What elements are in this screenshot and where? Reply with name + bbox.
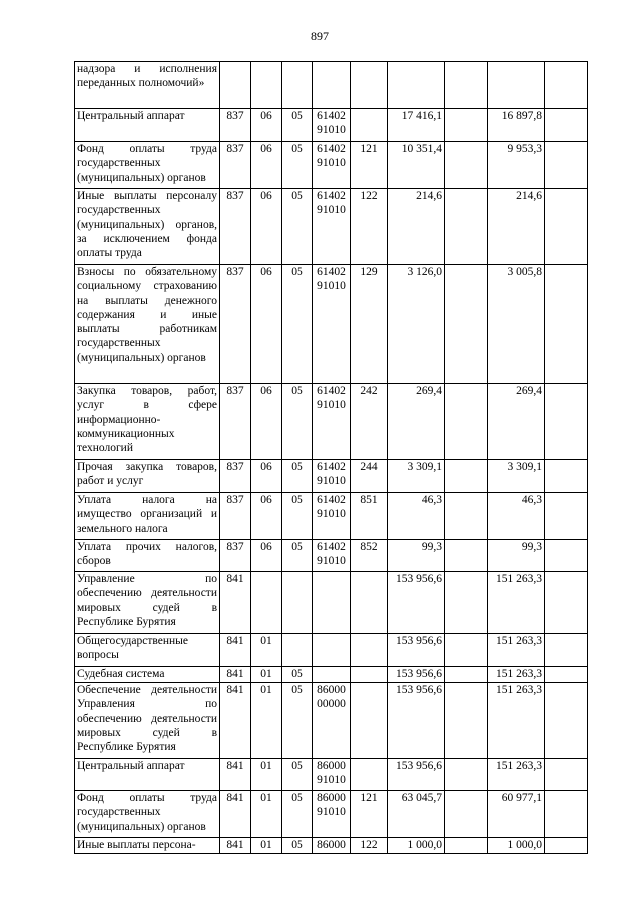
- empty-cell: [545, 460, 588, 493]
- empty-cell: [445, 265, 488, 384]
- row-name-cell: Центральный аппарат: [75, 109, 220, 142]
- expense-type-cell: 122: [351, 189, 388, 265]
- empty-cell: [545, 109, 588, 142]
- amount-year1-cell: 214,6: [388, 189, 445, 265]
- empty-cell: [445, 62, 488, 109]
- section-code-cell: 06: [251, 460, 282, 493]
- empty-cell: [445, 109, 488, 142]
- table-row: [75, 142, 588, 189]
- amount-year2-cell: 60 977,1: [488, 791, 545, 838]
- section-code-cell: 06: [251, 493, 282, 540]
- empty-cell: [445, 142, 488, 189]
- expense-type-cell: [351, 109, 388, 142]
- amount-year1-cell: 17 416,1: [388, 109, 445, 142]
- expense-type-cell: [351, 683, 388, 759]
- table-row: [75, 838, 588, 854]
- subsection-code-cell: 05: [282, 142, 313, 189]
- subsection-code-cell: 05: [282, 838, 313, 854]
- subsection-code-cell: 05: [282, 109, 313, 142]
- empty-cell: [545, 791, 588, 838]
- empty-cell: [445, 572, 488, 634]
- amount-year2-cell: 16 897,8: [488, 109, 545, 142]
- amount-year2-cell: 151 263,3: [488, 759, 545, 791]
- empty-cell: [545, 572, 588, 634]
- section-code-cell: [251, 572, 282, 634]
- target-article-cell: 86000 91010: [313, 759, 351, 791]
- target-article-cell: [313, 572, 351, 634]
- expense-type-cell: 121: [351, 791, 388, 838]
- row-name-cell: Закупка товаров, работ, услуг в сфере информационно-коммуникационных технологий: [75, 384, 220, 460]
- section-code-cell: 01: [251, 667, 282, 683]
- target-article-cell: 61402 91010: [313, 265, 351, 384]
- amount-year1-cell: 153 956,6: [388, 634, 445, 667]
- section-code-cell: 06: [251, 109, 282, 142]
- row-name-cell: Фонд оплаты труда государственных (муниципальных) органов: [75, 142, 220, 189]
- target-article-cell: 61402 91010: [313, 142, 351, 189]
- amount-year2-cell: 3 005,8: [488, 265, 545, 384]
- empty-cell: [445, 634, 488, 667]
- row-name-cell: Прочая закупка товаров, работ и услуг: [75, 460, 220, 493]
- ved-code-cell: 837: [220, 109, 251, 142]
- subsection-code-cell: 05: [282, 683, 313, 759]
- target-article-cell: 86000 00000: [313, 683, 351, 759]
- expense-type-cell: [351, 759, 388, 791]
- table-row: [75, 572, 588, 634]
- empty-cell: [545, 683, 588, 759]
- table-row: [75, 683, 588, 759]
- amount-year1-cell: 153 956,6: [388, 572, 445, 634]
- amount-year2-cell: 151 263,3: [488, 667, 545, 683]
- ved-code-cell: 837: [220, 460, 251, 493]
- empty-cell: [445, 683, 488, 759]
- target-article-cell: [313, 634, 351, 667]
- empty-cell: [445, 493, 488, 540]
- ved-code-cell: 837: [220, 493, 251, 540]
- ved-code-cell: [220, 62, 251, 109]
- target-article-cell: 61402 91010: [313, 540, 351, 572]
- empty-cell: [545, 540, 588, 572]
- row-name-cell: Уплата прочих налогов, сборов: [75, 540, 220, 572]
- target-article-cell: 86000 91010: [313, 791, 351, 838]
- amount-year2-cell: 214,6: [488, 189, 545, 265]
- subsection-code-cell: 05: [282, 667, 313, 683]
- ved-code-cell: 837: [220, 540, 251, 572]
- table-row: [75, 759, 588, 791]
- row-name-cell: Иные выплаты персона-: [75, 838, 220, 854]
- ved-code-cell: 837: [220, 142, 251, 189]
- amount-year2-cell: 269,4: [488, 384, 545, 460]
- amount-year1-cell: 153 956,6: [388, 667, 445, 683]
- amount-year1-cell: 3 309,1: [388, 460, 445, 493]
- table-row: [75, 62, 588, 109]
- section-code-cell: 01: [251, 791, 282, 838]
- section-code-cell: 06: [251, 540, 282, 572]
- amount-year2-cell: 151 263,3: [488, 572, 545, 634]
- empty-cell: [545, 265, 588, 384]
- subsection-code-cell: 05: [282, 759, 313, 791]
- subsection-code-cell: 05: [282, 265, 313, 384]
- expense-type-cell: 122: [351, 838, 388, 854]
- ved-code-cell: 841: [220, 838, 251, 854]
- expense-type-cell: 852: [351, 540, 388, 572]
- empty-cell: [545, 667, 588, 683]
- amount-year1-cell: [388, 62, 445, 109]
- target-article-cell: 61402 91010: [313, 189, 351, 265]
- expense-type-cell: [351, 572, 388, 634]
- ved-code-cell: 841: [220, 759, 251, 791]
- amount-year1-cell: 153 956,6: [388, 759, 445, 791]
- table-row: [75, 265, 588, 384]
- amount-year1-cell: 46,3: [388, 493, 445, 540]
- subsection-code-cell: 05: [282, 460, 313, 493]
- ved-code-cell: 841: [220, 572, 251, 634]
- expense-type-cell: 851: [351, 493, 388, 540]
- section-code-cell: 01: [251, 838, 282, 854]
- target-article-cell: 61402 91010: [313, 384, 351, 460]
- section-code-cell: 06: [251, 265, 282, 384]
- row-name-cell: Общегосударственные вопросы: [75, 634, 220, 667]
- empty-cell: [545, 142, 588, 189]
- section-code-cell: 06: [251, 189, 282, 265]
- empty-cell: [445, 667, 488, 683]
- table-row: [75, 493, 588, 540]
- ved-code-cell: 837: [220, 384, 251, 460]
- empty-cell: [545, 838, 588, 854]
- empty-cell: [545, 634, 588, 667]
- empty-cell: [445, 759, 488, 791]
- page-number: 897: [311, 29, 329, 43]
- amount-year2-cell: 46,3: [488, 493, 545, 540]
- expense-type-cell: 244: [351, 460, 388, 493]
- amount-year1-cell: 3 126,0: [388, 265, 445, 384]
- table-row: [75, 634, 588, 667]
- ved-code-cell: 841: [220, 791, 251, 838]
- empty-cell: [545, 62, 588, 109]
- row-name-cell: Взносы по обязательному социальному страхованию на выплаты денежного содержания и иные выплаты работникам государственных (муниципальных) органов: [75, 265, 220, 384]
- expense-type-cell: 242: [351, 384, 388, 460]
- section-code-cell: 06: [251, 142, 282, 189]
- table-row: [75, 791, 588, 838]
- row-name-cell: надзора и исполнения переданных полномочий»: [75, 62, 220, 109]
- amount-year1-cell: 153 956,6: [388, 683, 445, 759]
- target-article-cell: 86000: [313, 838, 351, 854]
- empty-cell: [445, 189, 488, 265]
- row-name-cell: Обеспечение деятельности Управления по обеспечению деятельности мировых судей в Республике Бурятия: [75, 683, 220, 759]
- empty-cell: [545, 759, 588, 791]
- expense-type-cell: [351, 667, 388, 683]
- empty-cell: [445, 384, 488, 460]
- subsection-code-cell: 05: [282, 384, 313, 460]
- amount-year1-cell: 63 045,7: [388, 791, 445, 838]
- subsection-code-cell: 05: [282, 493, 313, 540]
- empty-cell: [545, 384, 588, 460]
- table-row: [75, 460, 588, 493]
- target-article-cell: 61402 91010: [313, 460, 351, 493]
- subsection-code-cell: [282, 62, 313, 109]
- amount-year2-cell: 151 263,3: [488, 683, 545, 759]
- target-article-cell: 61402 91010: [313, 109, 351, 142]
- expense-type-cell: [351, 62, 388, 109]
- empty-cell: [445, 460, 488, 493]
- amount-year1-cell: 269,4: [388, 384, 445, 460]
- ved-code-cell: 837: [220, 189, 251, 265]
- amount-year1-cell: 99,3: [388, 540, 445, 572]
- section-code-cell: [251, 62, 282, 109]
- ved-code-cell: 841: [220, 667, 251, 683]
- ved-code-cell: 837: [220, 265, 251, 384]
- amount-year1-cell: 10 351,4: [388, 142, 445, 189]
- amount-year1-cell: 1 000,0: [388, 838, 445, 854]
- subsection-code-cell: 05: [282, 189, 313, 265]
- table-row: [75, 384, 588, 460]
- row-name-cell: Уплата налога на имущество организаций и земельного налога: [75, 493, 220, 540]
- table-row: [75, 109, 588, 142]
- amount-year2-cell: 3 309,1: [488, 460, 545, 493]
- expense-type-cell: 121: [351, 142, 388, 189]
- amount-year2-cell: 99,3: [488, 540, 545, 572]
- amount-year2-cell: [488, 62, 545, 109]
- ved-code-cell: 841: [220, 634, 251, 667]
- section-code-cell: 06: [251, 384, 282, 460]
- amount-year2-cell: 9 953,3: [488, 142, 545, 189]
- amount-year2-cell: 1 000,0: [488, 838, 545, 854]
- table-row: [75, 667, 588, 683]
- row-name-cell: Иные выплаты персоналу государственных (муниципальных) органов, за исключением фонда оплаты труда: [75, 189, 220, 265]
- subsection-code-cell: 05: [282, 791, 313, 838]
- target-article-cell: 61402 91010: [313, 493, 351, 540]
- empty-cell: [445, 791, 488, 838]
- row-name-cell: Судебная система: [75, 667, 220, 683]
- amount-year2-cell: 151 263,3: [488, 634, 545, 667]
- empty-cell: [545, 493, 588, 540]
- expense-type-cell: 129: [351, 265, 388, 384]
- table-row: [75, 189, 588, 265]
- row-name-cell: Центральный аппарат: [75, 759, 220, 791]
- subsection-code-cell: [282, 572, 313, 634]
- ved-code-cell: 841: [220, 683, 251, 759]
- subsection-code-cell: 05: [282, 540, 313, 572]
- expense-type-cell: [351, 634, 388, 667]
- empty-cell: [445, 540, 488, 572]
- subsection-code-cell: [282, 634, 313, 667]
- empty-cell: [545, 189, 588, 265]
- empty-cell: [445, 838, 488, 854]
- section-code-cell: 01: [251, 683, 282, 759]
- budget-table: [74, 61, 588, 854]
- section-code-cell: 01: [251, 759, 282, 791]
- row-name-cell: Управление по обеспечению деятельности мировых судей в Республике Бурятия: [75, 572, 220, 634]
- table-row: [75, 540, 588, 572]
- target-article-cell: [313, 667, 351, 683]
- section-code-cell: 01: [251, 634, 282, 667]
- row-name-cell: Фонд оплаты труда государственных (муниципальных) органов: [75, 791, 220, 838]
- target-article-cell: [313, 62, 351, 109]
